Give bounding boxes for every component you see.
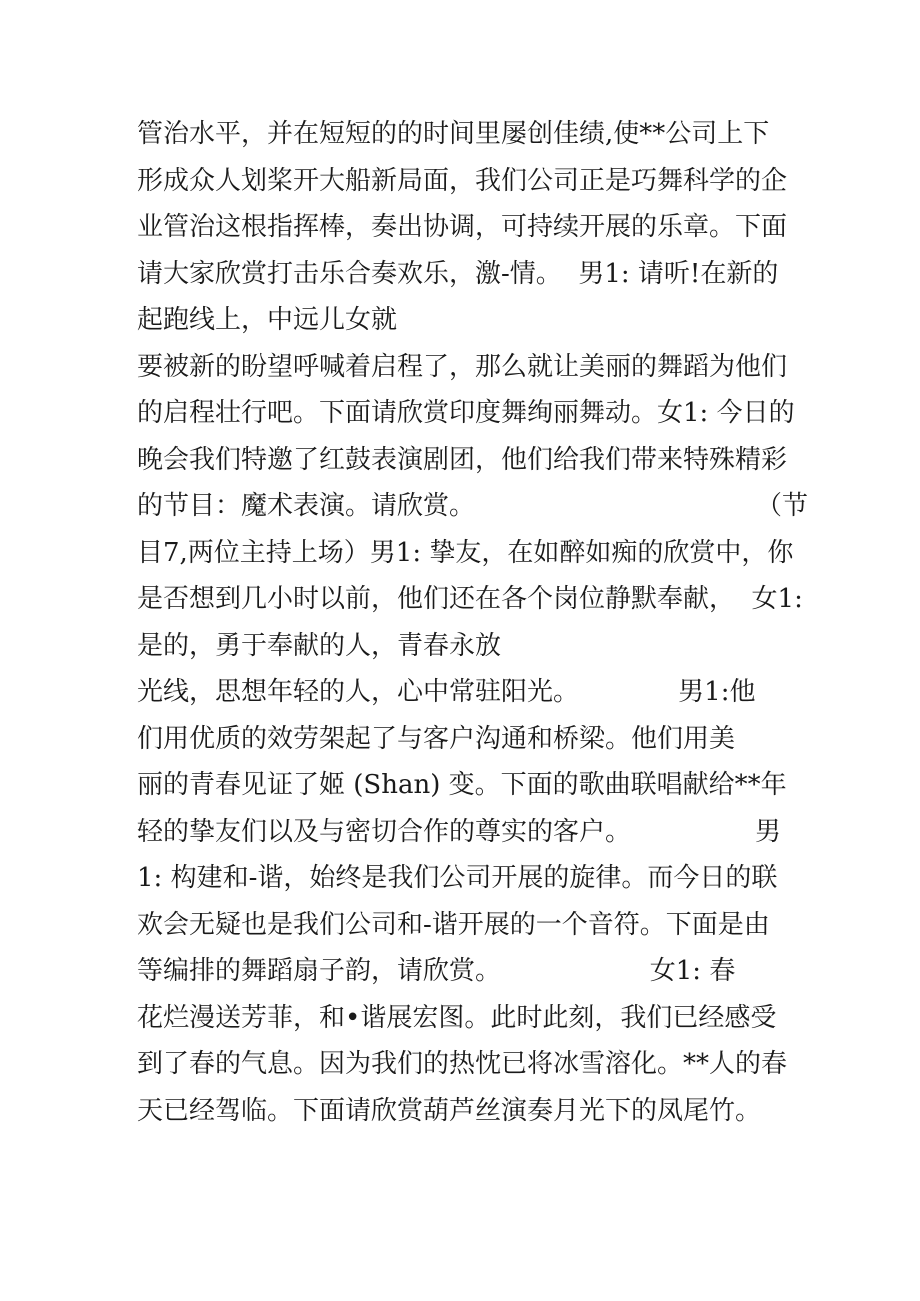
text-line: 业管治这根指挥棒，奏出协调，可持续开展的乐章。下面: [137, 212, 788, 242]
text-line: 起跑线上，中远儿女就: [137, 305, 398, 335]
text-line: 是的，勇于奉献的人，青春永放: [137, 630, 502, 661]
document-body: [137, 111, 808, 1134]
text-line: 1: 构建和-谐，始终是我们公司开展的旋律。而今日的联: [137, 863, 778, 893]
text-line: 的节目：魔术表演。请欣赏。 （节: [137, 491, 808, 521]
text-line: 到了春的气息。因为我们的热忱已将冰雪溶化。**人的春: [137, 1049, 788, 1079]
text-line: 轻的挚友们以及与密切合作的尊实的客户。 男: [137, 816, 781, 847]
text-line: 欢会无疑也是我们公司和-谐开展的一个音符。下面是由: [137, 909, 770, 940]
text-line: 请大家欣赏打击乐合奏欢乐，激-情。 男1: 请听!在新的: [137, 258, 779, 289]
text-line: 丽的青春见证了姬 (Shan) 变。下面的歌曲联唱献给**年: [137, 770, 787, 800]
text-line: 等编排的舞蹈扇子韵，请欣赏。 女1: 春: [137, 956, 736, 986]
text-line: 的启程壮行吧。下面请欣赏印度舞绚丽舞动。女1: 今日的: [137, 398, 795, 428]
text-line: 目7,两位主持上场）男1: 挚友，在如醉如痴的欣赏中，你: [137, 537, 794, 568]
text-line: 形成众人划桨开大船新局面，我们公司正是巧舞科学的企: [137, 165, 788, 196]
text-line: 要被新的盼望呼喊着启程了，那么就让美丽的舞蹈为他们: [137, 351, 788, 382]
text-line: 天已经驾临。下面请欣赏葫芦丝演奏月光下的凤尾竹。: [137, 1095, 762, 1126]
text-line: 管治水平，并在短短的的时间里屡创佳绩,使**公司上下: [137, 119, 770, 149]
text-line: 是否想到几小时以前，他们还在各个岗位静默奉献， 女1:: [137, 584, 803, 614]
text-line: 们用优质的效劳架起了与客户沟通和桥梁。他们用美: [137, 723, 736, 754]
text-line: 光线，思想年轻的人，心中常驻阳光。 男1:他: [137, 677, 756, 707]
text-line: 晚会我们特邀了红鼓表演剧团，他们给我们带来特殊精彩: [137, 444, 788, 475]
text-line: 花烂漫送芳菲，和•谐展宏图。此时此刻，我们已经感受: [137, 1002, 777, 1033]
